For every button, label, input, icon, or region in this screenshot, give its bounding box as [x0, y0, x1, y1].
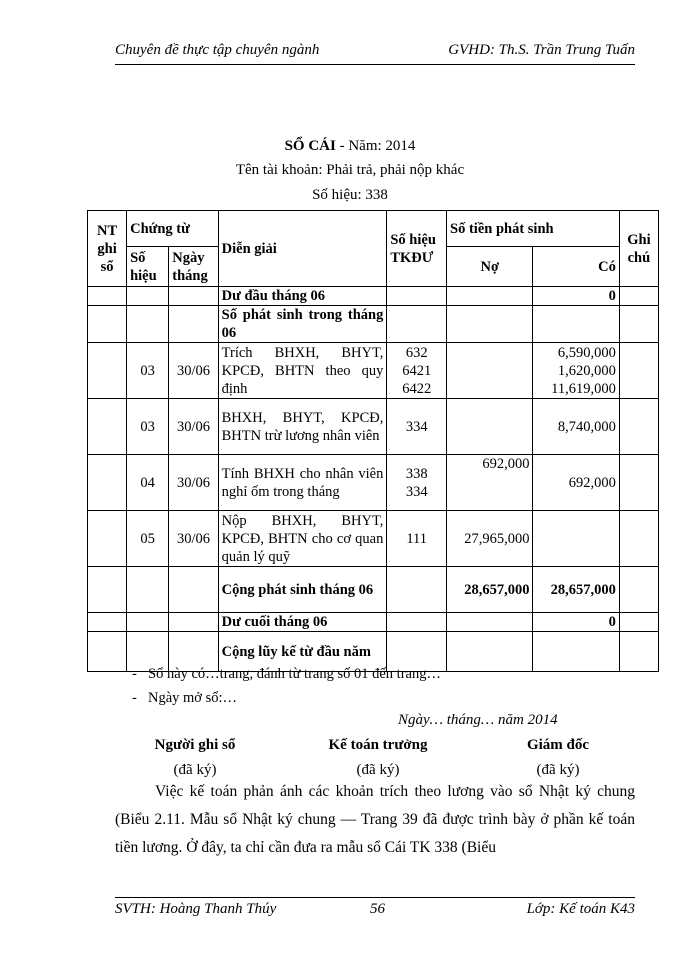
- cell-tkdu: [387, 287, 447, 306]
- cell-co: [533, 511, 619, 567]
- cell-no: [447, 399, 533, 455]
- note-open-date-text: Ngày mở sổ:…: [148, 690, 238, 706]
- cell-tkdu: 338 334: [387, 455, 447, 511]
- header-advisor: GVHD: Th.S. Trần Trung Tuấn: [448, 42, 635, 58]
- signature-director: [483, 737, 633, 779]
- ledger-body: [88, 287, 659, 672]
- cell-co: 8,740,000: [533, 399, 619, 455]
- cell-ghi-chu: [619, 343, 658, 399]
- signature-role: Kế toán trưởng: [328, 737, 428, 753]
- cell-ngay-thang: [169, 287, 218, 306]
- table-row: [88, 511, 659, 567]
- signature-role: Người ghi sổ: [154, 737, 236, 753]
- cell-no: 27,965,000: [447, 511, 533, 567]
- signature-status: (đã ký): [536, 762, 580, 778]
- cell-so-hieu: [127, 287, 169, 306]
- cell-tkdu: [387, 567, 447, 613]
- cell-co: 0: [533, 613, 619, 632]
- ledger-title-main: SỔ CÁI: [284, 138, 336, 154]
- cell-so-hieu: [127, 306, 169, 343]
- header-topic: Chuyên đề thực tập chuyên ngành: [115, 42, 320, 58]
- note-open-date: [132, 690, 238, 707]
- table-row: [88, 306, 659, 343]
- body-paragraph-text: Việc kế toán phản ánh các khoản trích theo lương vào sổ Nhật ký chung (Biểu 2.11. Mẫu sổ Nhật ký chung — Trang 39 đã được trình bày ở phần kế toán tiền lương. Ở đây, ta chỉ cần đưa ra mẫu sổ Cái TK 338 (Biểu: [115, 783, 635, 856]
- cell-tkdu: 334: [387, 399, 447, 455]
- cell-co: 28,657,000: [533, 567, 619, 613]
- header-co: Có: [533, 247, 619, 287]
- cell-co: [533, 306, 619, 343]
- cell-nt-ghi-so: [88, 287, 127, 306]
- cell-ngay-thang: 30/06: [169, 511, 218, 567]
- signature-status: (đã ký): [356, 762, 400, 778]
- header-no: Nợ: [447, 247, 533, 287]
- cell-co: 692,000: [533, 455, 619, 511]
- cell-dien-giai: Dư đầu tháng 06: [218, 287, 387, 306]
- page-footer: [115, 897, 635, 922]
- cell-ghi-chu: [619, 613, 658, 632]
- cell-dien-giai: Số phát sinh trong tháng 06: [218, 306, 387, 343]
- account-code: Số hiệu: 338: [312, 187, 388, 203]
- note-pages: [132, 666, 441, 683]
- cell-so-hieu: 03: [127, 343, 169, 399]
- cell-nt-ghi-so: [88, 399, 127, 455]
- cell-co: [533, 632, 619, 672]
- cell-so-hieu: 03: [127, 399, 169, 455]
- cell-no: [447, 306, 533, 343]
- cell-no: 692,000: [447, 455, 533, 511]
- cell-ngay-thang: [169, 567, 218, 613]
- header-ngay-thang: Ngày tháng: [169, 247, 218, 287]
- cell-dien-giai: Tính BHXH cho nhân viên nghỉ ốm trong tháng: [218, 455, 387, 511]
- cell-no: [447, 287, 533, 306]
- cell-no: [447, 613, 533, 632]
- cell-co: 6,590,000 1,620,000 11,619,000: [533, 343, 619, 399]
- cell-ngay-thang: 30/06: [169, 343, 218, 399]
- footer-student: SVTH: Hoàng Thanh Thúy: [115, 901, 277, 917]
- page-header: [115, 40, 635, 65]
- cell-so-hieu: [127, 613, 169, 632]
- cell-nt-ghi-so: [88, 613, 127, 632]
- cell-ngay-thang: 30/06: [169, 455, 218, 511]
- cell-no: [447, 343, 533, 399]
- signature-status: (đã ký): [173, 762, 217, 778]
- account-name: Tên tài khoản: Phải trả, phải nộp khác: [235, 162, 465, 178]
- header-so-hieu: Số hiệu: [127, 247, 169, 287]
- table-row: [88, 613, 659, 632]
- note-pages-text: Sổ này có…trang, đánh từ trang số 01 đến trang…: [148, 666, 441, 682]
- cell-ghi-chu: [619, 399, 658, 455]
- cell-dien-giai: Nộp BHXH, BHYT, KPCĐ, BHTN cho cơ quan quản lý quỹ: [218, 511, 387, 567]
- footer-page-number: 56: [370, 901, 385, 917]
- cell-so-hieu: 05: [127, 511, 169, 567]
- ledger-year: - Năm: 2014: [339, 138, 416, 154]
- cell-dien-giai: BHXH, BHYT, KPCĐ, BHTN trừ lương nhân viên: [218, 399, 387, 455]
- cell-so-hieu: [127, 567, 169, 613]
- ledger-title: [0, 138, 700, 155]
- header-nt-ghi-so: NT ghi sổ: [88, 211, 127, 287]
- header-so-tien: Số tiền phát sinh: [447, 211, 620, 247]
- signature-recorder: [120, 737, 270, 779]
- header-chung-tu: Chứng từ: [127, 211, 219, 247]
- cell-ghi-chu: [619, 306, 658, 343]
- cell-co: 0: [533, 287, 619, 306]
- cell-tkdu: 632 6421 6422: [387, 343, 447, 399]
- footer-class: Lớp: Kế toán K43: [526, 901, 635, 917]
- cell-nt-ghi-so: [88, 306, 127, 343]
- table-row: [88, 343, 659, 399]
- cell-nt-ghi-so: [88, 511, 127, 567]
- cell-tkdu: [387, 306, 447, 343]
- signature-role: Giám đốc: [526, 737, 590, 753]
- cell-nt-ghi-so: [88, 343, 127, 399]
- cell-ngay-thang: [169, 613, 218, 632]
- cell-dien-giai: Trích BHXH, BHYT, KPCĐ, BHTN theo quy định: [218, 343, 387, 399]
- cell-ghi-chu: [619, 511, 658, 567]
- cell-tkdu: [387, 613, 447, 632]
- cell-ngay-thang: [169, 306, 218, 343]
- cell-tkdu: 111: [387, 511, 447, 567]
- cell-ngay-thang: 30/06: [169, 399, 218, 455]
- cell-no: 28,657,000: [447, 567, 533, 613]
- cell-dien-giai: Dư cuối tháng 06: [218, 613, 387, 632]
- date-line: Ngày… tháng… năm 2014: [398, 712, 558, 728]
- header-tkdu: Số hiệu TKĐƯ: [387, 211, 447, 287]
- header-ghi-chu: Ghi chú: [619, 211, 658, 287]
- table-row: [88, 399, 659, 455]
- cell-ghi-chu: [619, 455, 658, 511]
- cell-ghi-chu: [619, 287, 658, 306]
- ledger-table: [87, 210, 659, 672]
- signature-chief-accountant: [303, 737, 453, 779]
- cell-dien-giai: Cộng lũy kế từ đầu năm: [218, 632, 387, 672]
- header-dien-giai: Diễn giải: [218, 211, 387, 287]
- cell-so-hieu: 04: [127, 455, 169, 511]
- table-row: [88, 287, 659, 306]
- cell-dien-giai: Cộng phát sinh tháng 06: [218, 567, 387, 613]
- cell-nt-ghi-so: [88, 455, 127, 511]
- table-row: [88, 567, 659, 613]
- table-row: [88, 455, 659, 511]
- body-paragraph: [115, 778, 635, 862]
- cell-ghi-chu: [619, 632, 658, 672]
- cell-nt-ghi-so: [88, 632, 127, 672]
- cell-ghi-chu: [619, 567, 658, 613]
- note-dash: -: [132, 666, 137, 682]
- cell-no: [447, 632, 533, 672]
- note-dash: -: [132, 690, 137, 706]
- cell-nt-ghi-so: [88, 567, 127, 613]
